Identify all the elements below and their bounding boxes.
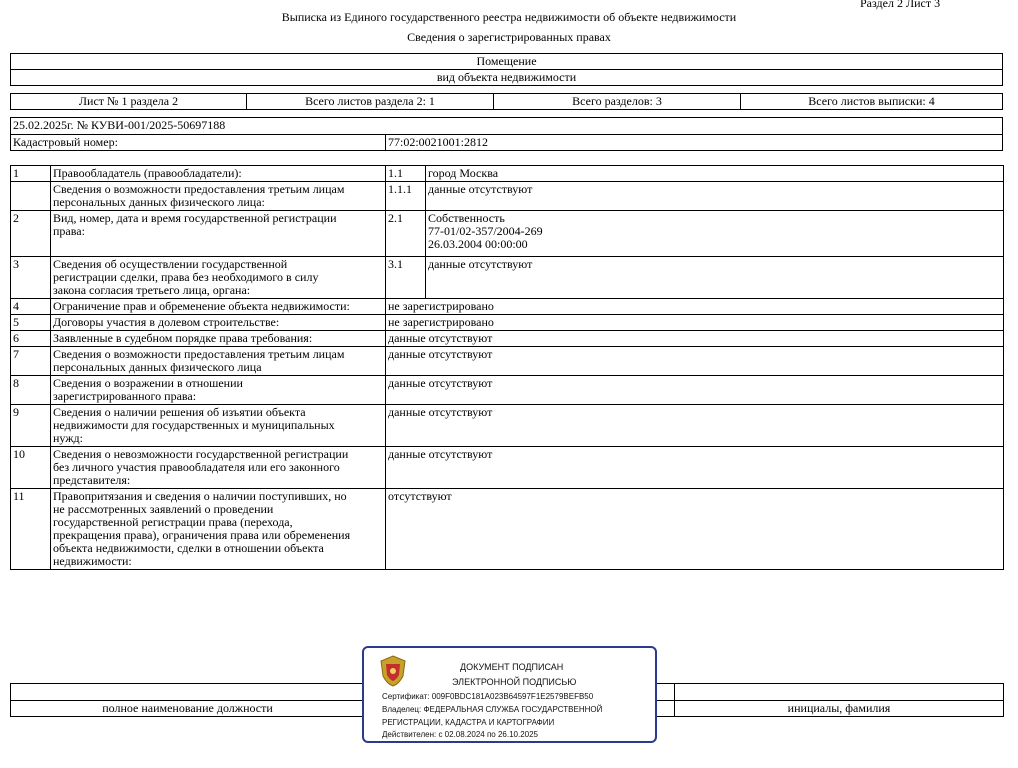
row-value: данные отсутствуют — [386, 405, 1004, 447]
row-label: Сведения о возможности предоставления третьим лицам персональных данных физического лица — [51, 347, 386, 376]
row-label: Правопритязания и сведения о наличии поступивших, но не рассмотренных заявлений о проведении государственной регистрации права (перехода, прекращения права), ограничения права или обременения объекта недвижимости, сделки в отношении объекта недвижимости: — [51, 489, 386, 570]
object-kind-caption: вид объекта недвижимости — [10, 69, 1003, 86]
extract-sheets-total: Всего листов выписки: 4 — [740, 93, 1003, 110]
row-label: Сведения об осуществлении государственной регистрации сделки, права без необходимого в силу закона согласия третьего лица, органа: — [51, 257, 386, 299]
table-row — [11, 211, 1004, 257]
page-corner-label: Раздел 2 Лист 3 — [860, 0, 941, 10]
row-label: Сведения о возможности предоставления третьим лицам персональных данных физического лица: — [51, 182, 386, 211]
row-value: не зарегистрировано — [386, 315, 1004, 331]
emblem-icon — [378, 654, 408, 688]
table-row — [11, 347, 1004, 376]
rights-table — [10, 165, 1004, 570]
row-value: данные отсутствуют — [386, 376, 1004, 405]
document-subtitle: Сведения о зарегистрированных правах — [407, 30, 611, 44]
row-value: отсутствуют — [386, 489, 1004, 570]
row-label: Ограничение прав и обременение объекта недвижимости: — [51, 299, 386, 315]
row-number: 8 — [11, 376, 51, 405]
table-row — [11, 182, 1004, 211]
row-number: 1 — [11, 166, 51, 182]
row-subnumber: 1.1.1 — [386, 182, 426, 211]
document-reference: 25.02.2025г. № КУВИ-001/2025-50697188 — [10, 117, 1003, 135]
sheet-number: Лист № 1 раздела 2 — [10, 93, 247, 110]
row-number: 10 — [11, 447, 51, 489]
table-row — [11, 331, 1004, 347]
row-number: 4 — [11, 299, 51, 315]
row-value: данные отсутствуют — [426, 257, 1004, 299]
cadastral-number: 77:02:0021001:2812 — [385, 134, 1003, 151]
document-title: Выписка из Единого государственного реестра недвижимости об объекте недвижимости — [281, 10, 737, 24]
row-value: данные отсутствуют — [426, 182, 1004, 211]
row-label: Вид, номер, дата и время государственной регистрации права: — [51, 211, 386, 257]
owner-line-2: РЕГИСТРАЦИИ, КАДАСТРА И КАРТОГРАФИИ — [382, 718, 555, 727]
validity-period: Действителен: с 02.08.2024 по 26.10.2025 — [382, 730, 538, 739]
row-value: Собственность 77-01/02-357/2004-269 26.03.2004 00:00:00 — [426, 211, 1004, 257]
table-row — [11, 299, 1004, 315]
row-value: данные отсутствуют — [386, 331, 1004, 347]
row-subnumber: 3.1 — [386, 257, 426, 299]
row-label: Заявленные в судебном порядке права требования: — [51, 331, 386, 347]
row-number: 6 — [11, 331, 51, 347]
row-number: 9 — [11, 405, 51, 447]
row-number: 2 — [11, 211, 51, 257]
row-number: 11 — [11, 489, 51, 570]
row-number: 3 — [11, 257, 51, 299]
table-row — [11, 376, 1004, 405]
row-label: Правообладатель (правообладатели): — [51, 166, 386, 182]
row-number: 5 — [11, 315, 51, 331]
initials-caption: инициалы, фамилия — [674, 700, 1004, 717]
table-row — [11, 315, 1004, 331]
row-label: Договоры участия в долевом строительстве: — [51, 315, 386, 331]
cadastral-label: Кадастровый номер: — [10, 134, 386, 151]
signed-line-2: ЭЛЕКТРОННОЙ ПОДПИСЬЮ — [452, 677, 577, 687]
row-value: данные отсутствуют — [386, 347, 1004, 376]
row-label: Сведения о наличии решения об изъятии объекта недвижимости для государственных и муниципальных нужд: — [51, 405, 386, 447]
row-value: данные отсутствуют — [386, 447, 1004, 489]
table-row — [11, 405, 1004, 447]
object-type: Помещение — [10, 53, 1003, 70]
table-row — [11, 447, 1004, 489]
section-sheets-total: Всего листов раздела 2: 1 — [246, 93, 494, 110]
row-label: Сведения о возражении в отношении зарегистрированного права: — [51, 376, 386, 405]
table-row — [11, 257, 1004, 299]
owner-line-1: Владелец: ФЕДЕРАЛЬНАЯ СЛУЖБА ГОСУДАРСТВЕННОЙ — [382, 705, 603, 714]
row-value: город Москва — [426, 166, 1004, 182]
electronic-signature-stamp — [362, 646, 657, 743]
row-number: 7 — [11, 347, 51, 376]
signed-line-1: ДОКУМЕНТ ПОДПИСАН — [460, 662, 564, 672]
row-value: не зарегистрировано — [386, 299, 1004, 315]
sections-total: Всего разделов: 3 — [493, 93, 741, 110]
certificate-number: Сертификат: 009F0BDC181A023B64597F1E2579BEFB50 — [382, 692, 594, 701]
table-row — [11, 166, 1004, 182]
row-subnumber: 2.1 — [386, 211, 426, 257]
position-caption: полное наименование должности — [10, 700, 365, 717]
row-subnumber: 1.1 — [386, 166, 426, 182]
table-row — [11, 489, 1004, 570]
row-label: Сведения о невозможности государственной регистрации без личного участия правообладателя или его законного представителя: — [51, 447, 386, 489]
